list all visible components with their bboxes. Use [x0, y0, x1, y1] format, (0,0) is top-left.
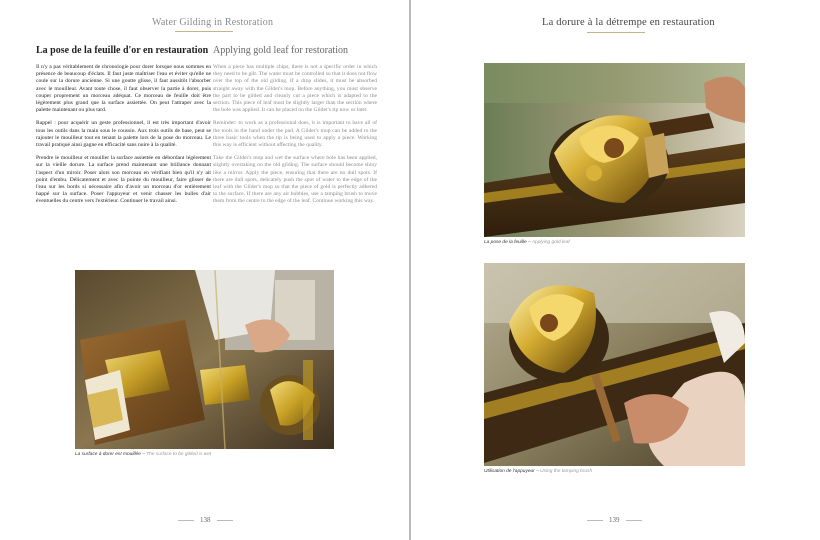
running-head-rule [175, 31, 233, 32]
caption-en: The surface to be gilded is wet [146, 452, 212, 457]
right-page [411, 0, 820, 540]
photo-wetting-surface [75, 270, 334, 449]
photo-tamping-brush-caption [484, 469, 592, 474]
english-paragraph: Take the Gilder's mop and wet the surface where bole has been applied, slightly overtaking on the old gilding. The surface should become shiny like a mirror. Apply the piece, ensuring that there are no dull spots. If there are dull spots, delicately push the spot of water to the edge of the leaf with the Gilder's mop so that the piece of gold is perfectly adhered to the surface. If there are any air bubbles, use a tamping brush to move them from the centre to the edge of the leaf. Continue working this way. [213, 155, 377, 205]
folio-rule [178, 520, 194, 521]
french-paragraph: Il n'y a pas véritablement de chronologie pour dorer lorsque nous sommes en présence de beaucoup d'éclats. Il faut juste maîtriser l'eau et éviter qu'elle ne coule sur la dorure ancienne. Si une goutte glisse, il faut aussitôt l'absorber avec le mouilleur. Avant toute chose, il faut observer la partie à dorer, puis couper proprement un morceau adéquat. Ce morceau de feuille doit être légèrement plus grand que la surface assiettée. On peut l'attraper avec la palette maintenant ou plus tard. [36, 64, 211, 114]
photo-tamping-brush-image [484, 263, 745, 466]
photo-tamping-brush [484, 263, 745, 466]
photo-wetting-surface-caption [75, 452, 211, 457]
folio-number: 139 [609, 516, 620, 524]
photo-applying-gold-leaf-caption [484, 240, 570, 245]
english-paragraph: Reminder: to work as a professional does, it is important to have all of the tools in the hand under the pad. A Gilder's mop can be added to the three basic tools when the tip is being used to apply a piece. Working this way is efficient without affecting the quality. [213, 120, 377, 149]
caption-en: Applying gold leaf [531, 240, 570, 245]
french-paragraph: Rappel : pour acquérir un geste professionnel, il est très important d'avoir tous les outils dans la main sous le coussin. Aux trois outils de base, peut se rajouter le mouilleur tout en tenant la palette lors de la pose du morceau. Le travail pratiqué ainsi gagne en efficacité sans nuire à la qualité. [36, 120, 211, 149]
english-title: Applying gold leaf for restoration [213, 45, 348, 56]
english-column [213, 45, 377, 212]
caption-fr: La pose de la feuille – [484, 240, 532, 245]
photo-applying-gold-leaf-image [484, 63, 745, 237]
folio-rule [587, 520, 603, 521]
english-paragraph: When a piece has multiple chips, there is not a specific order in which they need to be gilt. The water must be controlled so that it does not flow over the top of the old gilding. If a drop slides, it must be absorbed straight away with the Gilder's mop. Before anything, you must observe the part to be gilded and cleanly cut a piece which is adapted to the section. This piece of leaf must be slightly larger than the section where the bole was applied. It can be placed on the Gilder's tip now or later. [213, 64, 377, 114]
running-head-rule [587, 32, 645, 33]
folio-rule [626, 520, 642, 521]
caption-en: Using the tamping brush [540, 469, 593, 474]
photo-applying-gold-leaf [484, 63, 745, 237]
french-column [36, 45, 211, 212]
running-head: La dorure à la détrempe en restauration [542, 17, 715, 28]
folio-rule [217, 520, 233, 521]
photo-wetting-surface-image [75, 270, 334, 449]
running-head: Water Gilding in Restoration [152, 17, 274, 28]
french-paragraph: Prendre le mouilleur et mouiller la surface assiettée en débordant légèrement sur la vieille dorure. La surface prend maintenant une brillance donnant l'aspect d'un miroir. Poser alors son morceau en vérifiant bien qu'il n'y ait point d'embu. Délicatement et avec la pointe du mouilleur, faire glisser de l'eau sur les bords si nécessaire afin d'avoir un morceau d'or entièrement happé sur la surface. Poser l'appuyeur et venir chasser les bulles d'air éventuelles du centre vers l'extérieur. Continuer le travail ainsi. [36, 155, 211, 205]
caption-fr: La surface à dorer est mouillée – [75, 452, 147, 457]
caption-fr: Utilisation de l'appuyeur – [484, 469, 541, 474]
french-title: La pose de la feuille d'or en restauration [36, 45, 209, 56]
folio-number: 138 [200, 516, 211, 524]
